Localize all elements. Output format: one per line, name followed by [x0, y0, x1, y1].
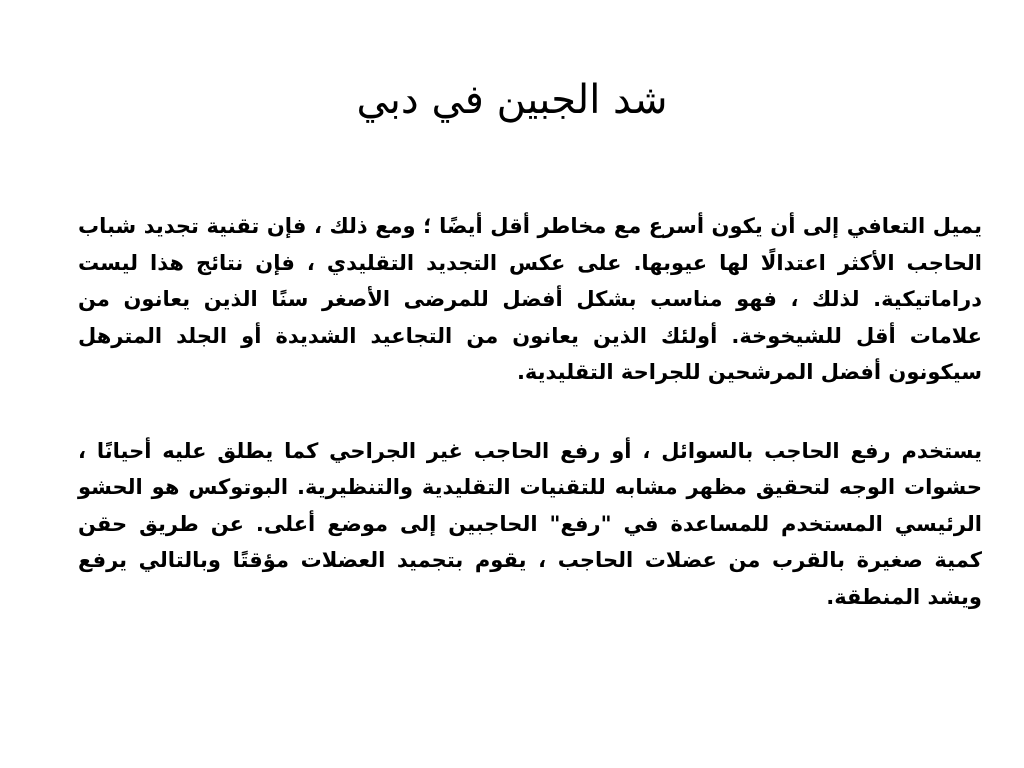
body-paragraph-1: يميل التعافي إلى أن يكون أسرع مع مخاطر أقل أيضًا ؛ ومع ذلك ، فإن تقنية تجديد شباب الحاجب الأكثر اعتدالًا لها عيوبها. على عكس التجديد التقليدي ، فإن نتائج هذا ليست دراماتيكية. لذلك ، فهو مناسب بشكل أفضل للمرضى الأصغر سنًا الذين يعانون من علامات أقل للشيخوخة. أولئك الذين يعانون من التجاعيد الشديدة أو الجلد المترهل سيكونون أفضل المرشحين للجراحة التقليدية. [78, 214, 982, 384]
body-paragraph-2: يستخدم رفع الحاجب بالسوائل ، أو رفع الحاجب غير الجراحي كما يطلق عليه أحيانًا ، حشوات الوجه لتحقيق مظهر مشابه للتقنيات التقليدية والتنظيرية. البوتوكس هو الحشو الرئيسي المستخدم للمساعدة في "رفع" الحاجبين إلى موضع أعلى. عن طريق حقن كمية صغيرة بالقرب من عضلات الحاجب ، يقوم بتجميد العضلات مؤقتًا وبالتالي يرفع ويشد المنطقة. [78, 438, 982, 609]
slide-title: شد الجبين في دبي [356, 77, 668, 123]
slide-body [78, 208, 982, 657]
